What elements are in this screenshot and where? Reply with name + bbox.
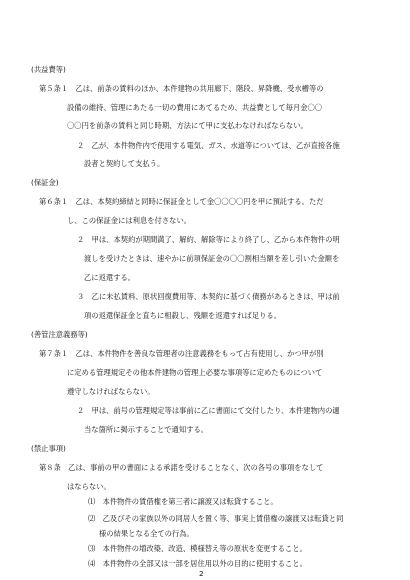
article-7-text: 第７条１ 乙は、本件物件を善良な管理者の注意義務をもって占有使用し、かつ甲が別 (39, 349, 324, 358)
article-7-text: 遵守しなければならない。 (67, 387, 155, 396)
list-item: 様の結果となる全ての行為。 (99, 529, 194, 538)
list-item: ⑴ 本件物件の賃借権を第三者に譲渡又は転貸すること。 (88, 497, 278, 506)
article-5-clause-2: 設者と契約して支払う。 (84, 159, 165, 168)
article-5-text: 〇〇円を前条の賃料と同じ時期、方法にて甲に支払わなければならない。 (67, 121, 308, 130)
article-5-text: 第５条１ 乙は、前条の賃料のほか、本件建物の共用廊下、階段、昇降機、受水槽等の (39, 84, 324, 93)
article-5-text: 設備の維持、管理にあたる一切の費用にあてるため、共益費として毎月金〇〇 (67, 103, 323, 112)
article-6-clause-3: 項の返還保証金と直ちに相殺し、残額を返還すれば足りる。 (84, 311, 282, 320)
list-item: ⑷ 本件物件の全部又は一部を居住用以外の目的に使用すること。 (88, 559, 307, 568)
article-8-text: はならない。 (67, 482, 111, 491)
article-6-clause-2: 渡しを受けたときは、速やかに前項保証金の〇〇割相当額を差し引いた金額を (84, 254, 340, 263)
article-8-text: 第８条 乙は、事前の甲の書面による承諾を受けることなく、次の各号の事項をなして (39, 463, 324, 472)
article-7-clause-2: 当な箇所に掲示することで通知する。 (84, 425, 209, 434)
section-heading-care-duty: (善管注意義務等) (31, 330, 88, 339)
article-6-clause-2: ２ 甲は、本契約が期間満了、解約、解除等により終了し、乙から本件物件の明 (77, 235, 340, 244)
article-7-text: に定める管理規定その他本件建物の管理上必要な事項等に定めたものについて (67, 368, 323, 377)
section-heading-common-fees: (共益費等) (31, 65, 66, 74)
list-item: ⑶ 本件物件の増改築、改造、模様替え等の原状を変更すること。 (88, 544, 307, 553)
section-heading-prohibitions: (禁止事項) (31, 444, 66, 453)
section-heading-deposit: (保証金) (31, 178, 59, 187)
page-number: 2 (199, 569, 204, 578)
article-5-clause-2: ２ 乙が、本件物件内で使用する電気、ガス、水道等については、乙が直接各施 (77, 141, 340, 150)
article-6-clause-3: ３ 乙に未払賃料、原状回復費用等、本契約に基づく債務があるときは、甲は前 (77, 292, 340, 301)
article-6-clause-2: 乙に返還する。 (84, 273, 136, 282)
article-7-clause-2: ２ 甲は、前号の管理規定等は事前に乙に書面にて交付したり、本件建物内の適 (77, 406, 340, 415)
list-item: ⑵ 乙及びその家族以外の同居人を置く等、事実上賃借権の譲渡又は転貸と同 (88, 514, 344, 523)
article-6-text: し、この保証金には利息を付さない。 (67, 216, 192, 225)
article-6-text: 第６条１ 乙は、本契約締結と同時に保証金として金〇〇〇〇円を甲に預託する。ただ (39, 197, 324, 206)
